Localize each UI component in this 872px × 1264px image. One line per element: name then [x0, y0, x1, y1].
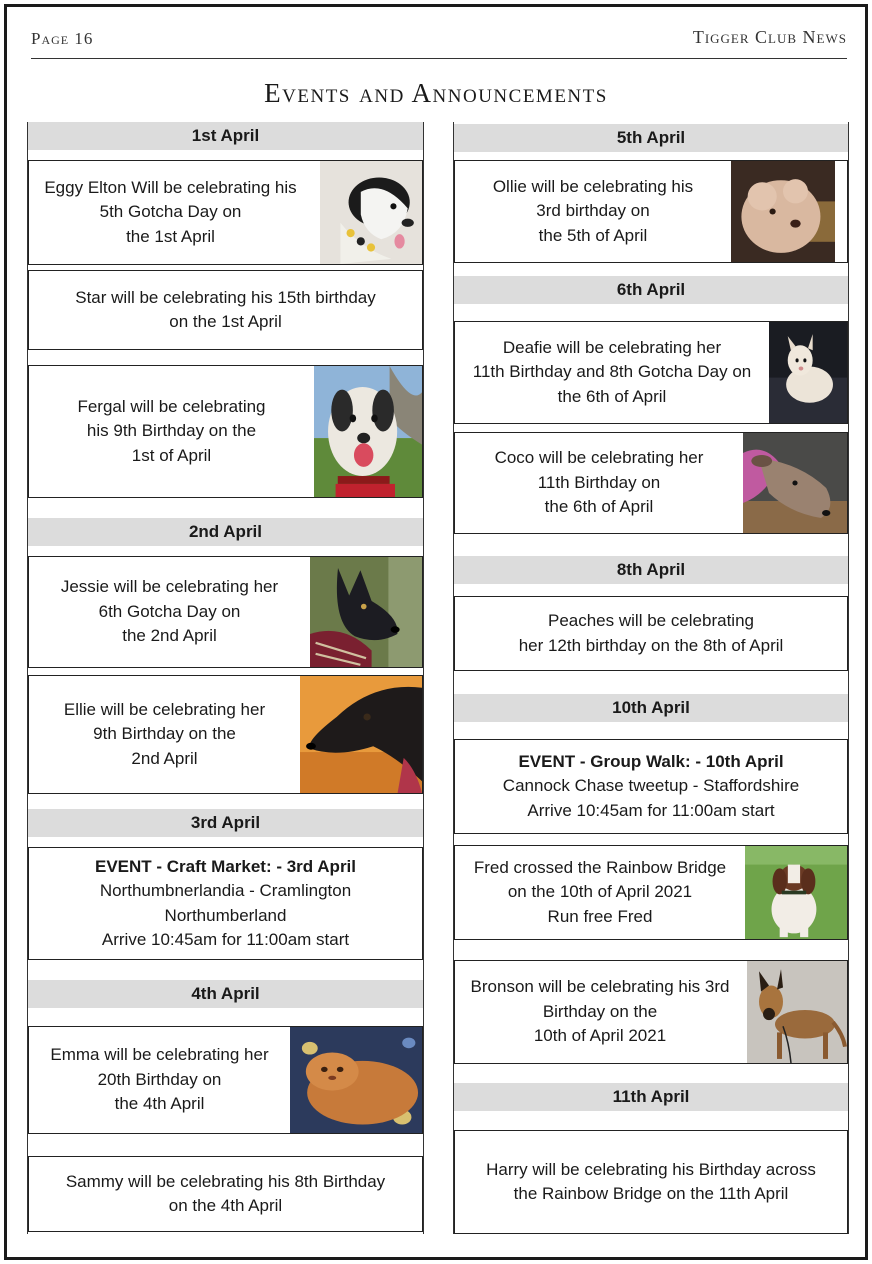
- dog-photo-bronson: [747, 961, 847, 1063]
- announcement-text: Deafie will be celebrating her 11th Birthday and 8th Gotcha Day on the 6th of April: [472, 337, 752, 406]
- event-craft-market: [28, 847, 423, 960]
- announcement-text: Fergal will be celebrating his 9th Birthday on the 1st of April: [77, 396, 266, 465]
- event-text: EVENT - Craft Market: - 3rd April Northumbnerlandia - Cramlington Northumberland Arrive 10:45am for 11:00am start: [94, 856, 357, 949]
- date-heading-11th-april: 11th April: [454, 1083, 848, 1111]
- cat-photo-emma: [290, 1027, 422, 1133]
- announcement-sammy: [28, 1156, 423, 1232]
- announcement-peaches: [454, 596, 848, 671]
- announcement-ollie: [454, 160, 848, 263]
- announcement-ellie: [28, 675, 423, 794]
- event-headline: EVENT - Craft Market: - 3rd April: [94, 856, 357, 876]
- date-heading-3rd-april: 3rd April: [28, 809, 423, 837]
- event-text: EVENT - Group Walk: - 10th April Cannock Chase tweetup - Staffordshire Arrive 10:45am for 11:00am start: [502, 751, 800, 820]
- dog-photo-jessie: [310, 557, 422, 667]
- dog-photo-fergal: [314, 366, 422, 497]
- event-group-walk: [454, 739, 848, 834]
- dog-photo-ellie: [300, 676, 422, 793]
- announcement-text: Peaches will be celebrating her 12th birthday on the 8th of April: [518, 611, 784, 655]
- announcement-fergal: [28, 365, 423, 498]
- announcement-text: Jessie will be celebrating her 6th Gotcha Day on the 2nd April: [60, 577, 279, 646]
- date-heading-2nd-april: 2nd April: [28, 518, 423, 546]
- announcement-emma: [28, 1026, 423, 1134]
- date-heading-8th-april: 8th April: [454, 556, 848, 584]
- dog-photo-ollie: [731, 161, 835, 262]
- announcement-text: Eggy Elton Will be celebrating his 5th Gotcha Day on the 1st April: [44, 177, 297, 246]
- announcement-jessie: [28, 556, 423, 668]
- announcement-text: Coco will be celebrating her 11th Birthday on the 6th of April: [494, 448, 704, 517]
- dog-photo-fred: [745, 846, 847, 939]
- announcement-bronson: [454, 960, 848, 1064]
- announcement-fred: [454, 845, 848, 940]
- announcement-text: Bronson will be celebrating his 3rd Birthday on the 10th of April 2021: [470, 977, 730, 1046]
- announcement-text: Sammy will be celebrating his 8th Birthday on the 4th April: [65, 1171, 386, 1215]
- announcement-star: [28, 270, 423, 350]
- date-heading-10th-april: 10th April: [454, 694, 848, 722]
- date-heading-5th-april: 5th April: [454, 124, 848, 152]
- announcement-eggy-elton: [28, 160, 423, 265]
- newsletter-title: Tigger Club News: [692, 27, 847, 47]
- section-title: Events and Announcements: [264, 78, 608, 108]
- announcement-text: Star will be celebrating his 15th birthday on the 1st April: [75, 287, 376, 331]
- date-heading-4th-april: 4th April: [28, 980, 423, 1008]
- event-headline: EVENT - Group Walk: - 10th April: [518, 751, 784, 771]
- announcement-text: Emma will be celebrating her 20th Birthday on the 4th April: [50, 1045, 269, 1114]
- announcement-harry: [454, 1130, 848, 1234]
- announcement-coco: [454, 432, 848, 534]
- announcement-text: Ollie will be celebrating his 3rd birthday on the 5th of April: [492, 176, 694, 245]
- announcement-text: Ellie will be celebrating her 9th Birthday on the 2nd April: [63, 699, 266, 768]
- dog-photo-coco: [743, 433, 847, 533]
- dog-photo-deafie: [769, 322, 847, 423]
- announcement-deafie: [454, 321, 848, 424]
- date-heading-1st-april: 1st April: [28, 122, 423, 150]
- page-header: [31, 27, 847, 59]
- right-column: [453, 122, 849, 1234]
- date-heading-6th-april: 6th April: [454, 276, 848, 304]
- dog-photo-eggy: [320, 161, 422, 264]
- announcement-text: Harry will be celebrating his Birthday across the Rainbow Bridge on the 11th April: [486, 1159, 816, 1203]
- page-number: Page 16: [31, 29, 94, 48]
- left-column: [27, 122, 424, 1234]
- announcement-text: Fred crossed the Rainbow Bridge on the 10th of April 2021 Run free Fred: [473, 857, 727, 926]
